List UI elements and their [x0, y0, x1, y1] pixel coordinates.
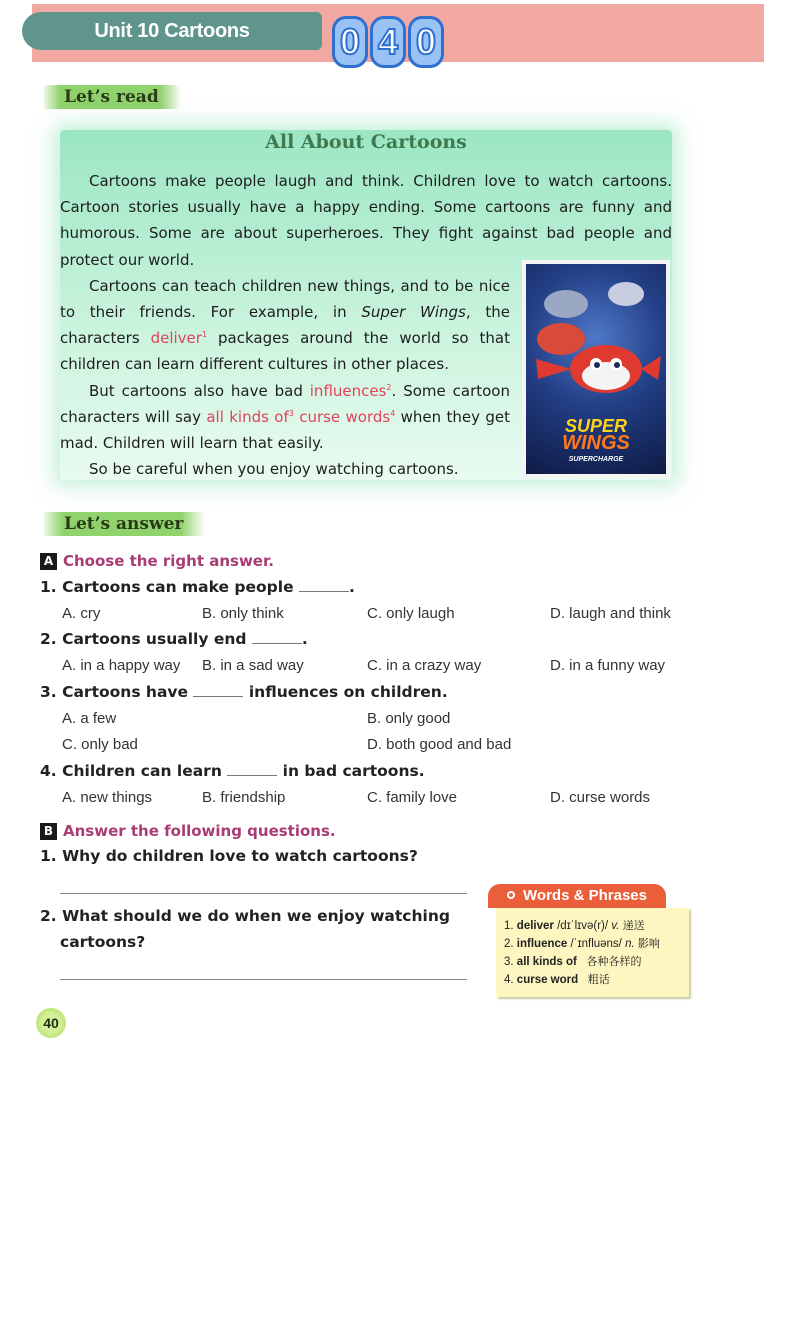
option-4d[interactable]: D. curse words [550, 789, 651, 806]
option-4a[interactable]: A. new things [62, 789, 153, 806]
reading-title: All About Cartoons [265, 131, 467, 153]
option-4c[interactable]: C. family love [367, 789, 458, 806]
poster-logo-sub: SUPERCHARGE [568, 456, 624, 463]
option-3b[interactable]: B. only good [367, 710, 451, 727]
question-b2-cont: cartoons? [60, 933, 146, 951]
page-number: 40 [36, 1008, 66, 1038]
unit-title: Unit 10 Cartoons [22, 12, 322, 50]
vocab-item: 1. deliver /dɪˈlɪvə(r)/ v. 递送 [504, 919, 645, 932]
question-b1: 1. Why do children love to watch cartoons? [40, 847, 418, 865]
option-4b[interactable]: B. friendship [202, 789, 286, 806]
paragraph-1: Cartoons make people laugh and think. Children love to watch cartoons. Cartoon stories usually have a happy ending. Some cartoons are funny and humorous. Some are about superheroes. They fight against bad people and protect our world. [60, 172, 672, 269]
part-a-badge: A [40, 553, 57, 570]
answer-blank[interactable] [252, 630, 302, 644]
option-3c[interactable]: C. only bad [62, 736, 138, 753]
answer-line-b2[interactable] [60, 979, 467, 980]
part-b-heading: B Answer the following questions. [40, 822, 336, 840]
poster-logo-wings: WINGS [562, 432, 630, 454]
circle-icon [507, 891, 515, 899]
page-code-digit: 4 [370, 16, 406, 68]
option-1b[interactable]: B. only think [202, 605, 284, 622]
vocab-influences: influences [309, 381, 387, 400]
option-3a[interactable]: A. a few [62, 710, 117, 727]
vocab-deliver: deliver [150, 329, 202, 348]
lets-read-tag: Let’s read [44, 85, 181, 109]
option-2a[interactable]: A. in a happy way [62, 657, 181, 674]
option-2b[interactable]: B. in a sad way [202, 657, 304, 674]
page-code [332, 16, 444, 70]
option-1d[interactable]: D. laugh and think [550, 605, 671, 622]
part-b-badge: B [40, 823, 57, 840]
question-2: 2. Cartoons usually end . [40, 630, 308, 648]
vocab-curse-words: curse words [293, 407, 391, 426]
answer-blank[interactable] [227, 762, 277, 776]
part-a-heading: A Choose the right answer. [40, 552, 274, 570]
words-phrases-title: Words & Phrases [488, 884, 666, 908]
page-code-digit: 0 [408, 16, 444, 68]
lets-answer-tag: Let’s answer [44, 512, 205, 536]
paragraph-4: So be careful when you enjoy watching cartoons. [89, 460, 459, 479]
option-2d[interactable]: D. in a funny way [550, 657, 666, 674]
vocab-item: 2. influence /ˈɪnfluəns/ n. 影响 [504, 937, 660, 950]
option-3d[interactable]: D. both good and bad [367, 736, 512, 753]
option-1a[interactable]: A. cry [62, 605, 101, 622]
vocab-item: 3. all kinds of 各种各样的 [504, 955, 642, 968]
question-b2: 2. What should we do when we enjoy watching [40, 907, 450, 925]
paragraph-2: Cartoons can teach children new things, and to be nice to their friends. For example, in Super Wings, the characters deliver$^1$ packages around the world so that children can learn different cultures in other places. [60, 276, 510, 374]
vocab-item: 4. curse word 粗话 [504, 973, 610, 986]
super-wings-poster-image [522, 260, 670, 478]
option-1c[interactable]: C. only laugh [367, 605, 455, 622]
option-2c[interactable]: C. in a crazy way [367, 657, 482, 674]
poster-logo-super: SUPER [564, 416, 627, 436]
question-3: 3. Cartoons have influences on children. [40, 683, 448, 701]
words-phrases-box [496, 908, 689, 997]
paragraph-3: But cartoons also have bad influences$^2$. Some cartoon characters will say all kinds $of^3$ curse words$^4$ when they get mad. Children will learn that easily. [60, 381, 510, 453]
answer-blank[interactable] [193, 683, 243, 697]
page-code-digit: 0 [332, 16, 368, 68]
vocab-all-kinds-of: all kinds of [206, 407, 289, 426]
answer-blank[interactable] [299, 578, 349, 592]
question-4: 4. Children can learn in bad cartoons. [40, 762, 425, 780]
answer-line-b1[interactable] [60, 893, 467, 894]
question-1: 1. Cartoons can make people . [40, 578, 355, 596]
